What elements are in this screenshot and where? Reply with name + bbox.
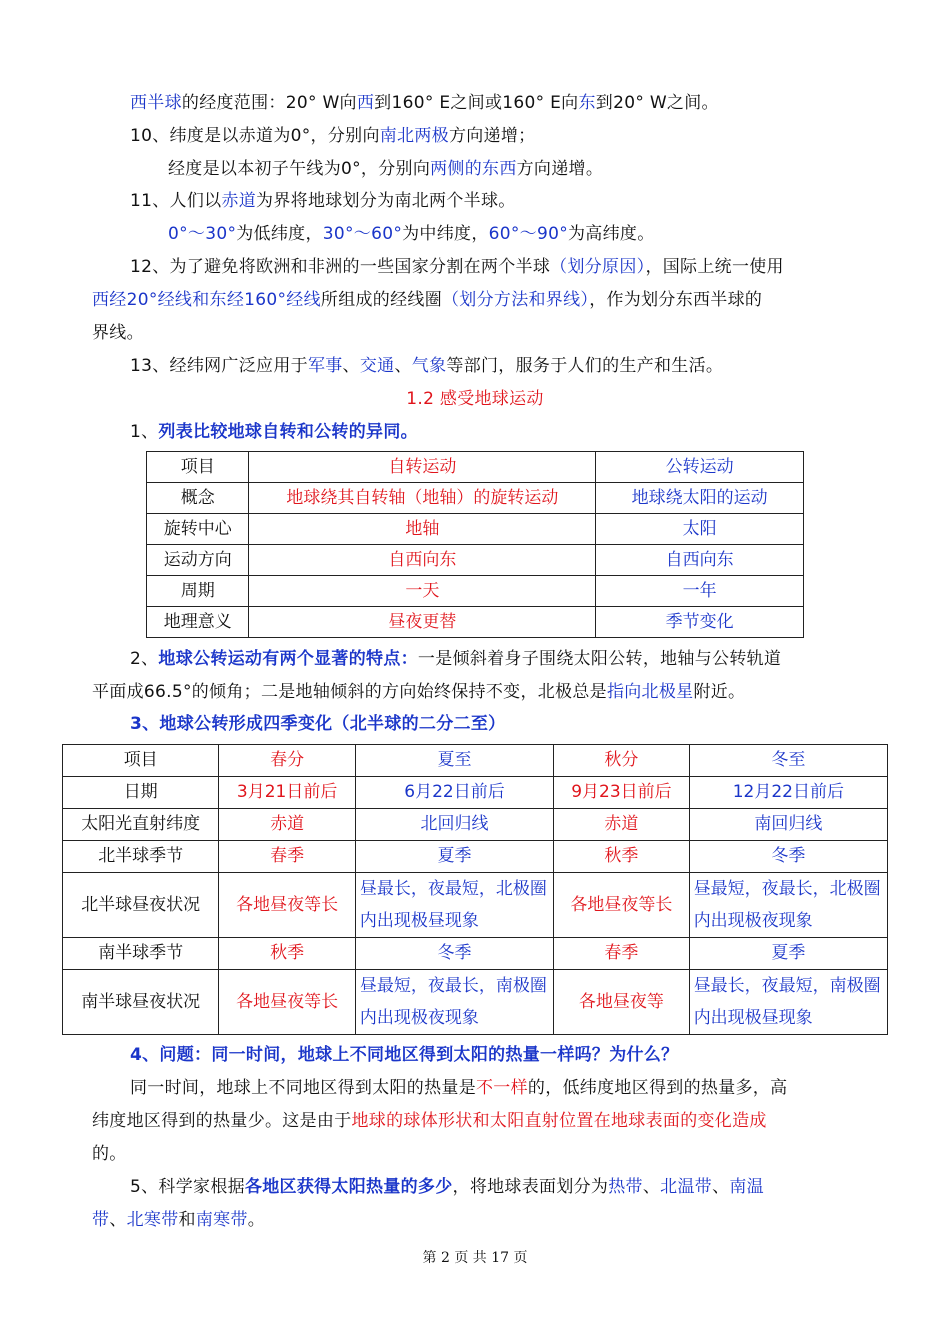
table-row xyxy=(147,576,804,607)
text-span: 4、问题：同一时间，地球上不同地区得到太阳的热量一样吗？为什么？ xyxy=(130,1045,679,1065)
line-item-13 xyxy=(130,354,723,378)
footer-text: 第 xyxy=(422,1250,437,1266)
footer-text: 页 xyxy=(513,1250,528,1266)
table-cell: 各地昼夜等长 xyxy=(219,873,356,938)
page-number: 2 xyxy=(440,1250,450,1266)
table-header: 春分 xyxy=(219,745,356,777)
table-cell: 冬季 xyxy=(689,841,887,873)
line-item-12-end xyxy=(92,321,144,345)
table-cell: 夏季 xyxy=(355,841,553,873)
answer-4-cont xyxy=(92,1109,767,1133)
table-cell: 自西向东 xyxy=(596,545,804,576)
table-cell: 赤道 xyxy=(219,809,356,841)
table-cell: 一年 xyxy=(596,576,804,607)
text-span: 、 xyxy=(109,1210,127,1230)
text-span: 、 xyxy=(712,1177,730,1197)
table-row xyxy=(147,483,804,514)
text-span: 纬度地区得到的热量少。这是由于 xyxy=(92,1111,352,1131)
seasons-table xyxy=(62,744,888,1035)
table-cell: 3月21日前后 xyxy=(219,777,356,809)
table-cell: 各地昼夜等长 xyxy=(554,873,690,938)
table-cell: 12月22日前后 xyxy=(689,777,887,809)
table-cell: 周期 xyxy=(147,576,249,607)
table-row xyxy=(147,607,804,638)
text-span: 11、人们以 xyxy=(130,191,222,211)
text-span: 同一时间，地球上不同地区得到太阳的热量是 xyxy=(130,1078,476,1098)
question-1 xyxy=(130,420,418,444)
text-span: 各地区获得太阳热量的多少 xyxy=(244,1177,453,1197)
table-cell: 季节变化 xyxy=(596,607,804,638)
table-cell: 南半球季节 xyxy=(63,938,219,970)
text-span: 和 xyxy=(178,1210,196,1230)
text-span: 一是倾斜着身子围绕太阳公转，地轴与公转轨道 xyxy=(417,649,782,669)
text-span: 到160° E之间或160° E向 xyxy=(374,93,579,113)
text-span: 为低纬度， xyxy=(236,224,323,244)
table-cell: 各地昼夜等长 xyxy=(219,970,356,1035)
text-span: 的。 xyxy=(92,1144,127,1164)
text-span: 所组成的经线圈 xyxy=(320,290,442,310)
text-span: 12、为了避免将欧洲和非洲的一些国家分割在两个半球 xyxy=(130,257,551,277)
rotation-revolution-table xyxy=(146,451,804,638)
text-span: 2、 xyxy=(130,649,159,669)
line-item-12-cont xyxy=(92,288,762,312)
table-cell: 地球绕其自转轴（地轴）的旋转运动 xyxy=(249,483,596,514)
line-west-hemisphere xyxy=(130,91,719,115)
table-cell: 地轴 xyxy=(249,514,596,545)
text-span: 13、经纬网广泛应用于 xyxy=(130,356,308,376)
table-cell: 北回归线 xyxy=(355,809,553,841)
text-span: 到20° W之间。 xyxy=(595,93,719,113)
table-row xyxy=(63,873,888,938)
text-span: （划分原因） xyxy=(550,257,646,277)
table-cell: 春季 xyxy=(219,841,356,873)
line-latitude-zones xyxy=(168,222,655,246)
table-cell: 9月23日前后 xyxy=(554,777,690,809)
table-row xyxy=(63,777,888,809)
text-span: 列表比较地球自转和公转的异同。 xyxy=(158,422,418,442)
text-span: 5、科学家根据 xyxy=(130,1177,245,1197)
table-row xyxy=(147,452,804,483)
table-cell: 秋季 xyxy=(554,841,690,873)
answer-4-end xyxy=(92,1142,127,1166)
line-item-10 xyxy=(130,124,535,148)
line-item-11 xyxy=(130,189,516,213)
text-span: 60°～90° xyxy=(488,224,568,244)
text-span: 西 xyxy=(356,93,375,113)
text-span: 为中纬度， xyxy=(402,224,489,244)
question-2 xyxy=(130,647,781,671)
table-row xyxy=(63,938,888,970)
text-span: 气象 xyxy=(411,356,447,376)
table-cell: 概念 xyxy=(147,483,249,514)
footer-text: 页 共 xyxy=(454,1250,487,1266)
table-row xyxy=(147,545,804,576)
text-span: 地球公转运动有两个显著的特点： xyxy=(158,649,418,669)
text-span: 军事 xyxy=(307,356,343,376)
question-2-cont xyxy=(92,680,745,704)
text-span: 南寒带 xyxy=(195,1210,248,1230)
text-span: 指向北极星 xyxy=(606,682,694,702)
table-row xyxy=(63,841,888,873)
table-header: 自转运动 xyxy=(249,452,596,483)
text-span: ，将地球表面划分为 xyxy=(452,1177,609,1197)
text-span: 热带 xyxy=(608,1177,643,1197)
page-total: 17 xyxy=(491,1250,510,1266)
table-row xyxy=(63,970,888,1035)
table-row xyxy=(63,745,888,777)
table-cell: 昼最长，夜最短，南极圈内出现极昼现象 xyxy=(689,970,887,1035)
table-cell: 昼夜更替 xyxy=(249,607,596,638)
text-span: 、 xyxy=(394,356,412,376)
table-cell: 北半球季节 xyxy=(63,841,219,873)
table-cell: 南回归线 xyxy=(689,809,887,841)
text-span: 为高纬度。 xyxy=(568,224,655,244)
table-cell: 冬季 xyxy=(355,938,553,970)
table-cell: 旋转中心 xyxy=(147,514,249,545)
table-cell: 一天 xyxy=(249,576,596,607)
text-span: 、 xyxy=(342,356,360,376)
text-span: 附近。 xyxy=(693,682,746,702)
text-span: 为界将地球划分为南北两个半球。 xyxy=(256,191,516,211)
line-item-10-longitude xyxy=(168,157,603,181)
page-footer xyxy=(0,1247,950,1267)
text-span: 1、 xyxy=(130,422,159,442)
table-cell: 日期 xyxy=(63,777,219,809)
question-5 xyxy=(130,1175,764,1199)
table-cell: 赤道 xyxy=(554,809,690,841)
question-4 xyxy=(130,1043,678,1067)
text-span: 的，低纬度地区得到的热量多，高 xyxy=(527,1078,788,1098)
text-span: 、 xyxy=(642,1177,661,1197)
text-span: 经度是以本初子午线为0°，分别向 xyxy=(168,159,431,179)
question-5-cont xyxy=(92,1208,265,1232)
text-span: 带 xyxy=(92,1210,110,1230)
table-header: 项目 xyxy=(147,452,249,483)
text-span: 南北两极 xyxy=(379,126,449,146)
text-span: 南温 xyxy=(729,1177,764,1197)
table-cell: 运动方向 xyxy=(147,545,249,576)
text-span: 地球的球体形状和太阳直射位置在地球表面的变化造成 xyxy=(351,1111,767,1131)
table-cell: 昼最短，夜最长，北极圈内出现极夜现象 xyxy=(689,873,887,938)
text-span: ，作为划分东西半球的 xyxy=(589,290,763,310)
text-span: 的经度范围：20° W向 xyxy=(181,93,357,113)
table-header: 冬至 xyxy=(689,745,887,777)
text-span: 方向递增。 xyxy=(516,159,604,179)
line-item-12 xyxy=(130,255,784,279)
table-cell: 春季 xyxy=(554,938,690,970)
text-span: 等部门，服务于人们的生产和生活。 xyxy=(446,356,724,376)
text-span: 平面成66.5°的倾角；二是地轴倾斜的方向始终保持不变，北极总是 xyxy=(92,682,607,702)
table-header: 秋分 xyxy=(554,745,690,777)
table-header: 夏至 xyxy=(355,745,553,777)
table-cell: 自西向东 xyxy=(249,545,596,576)
text-span: 北温带 xyxy=(660,1177,713,1197)
text-span: 西经20°经线和东经160°经线 xyxy=(92,290,321,310)
table-header: 公转运动 xyxy=(596,452,804,483)
table-cell: 秋季 xyxy=(219,938,356,970)
text-span: 交通 xyxy=(359,356,395,376)
table-cell: 北半球昼夜状况 xyxy=(63,873,219,938)
text-span: 西半球 xyxy=(130,93,182,113)
text-span: 两侧的东西 xyxy=(430,159,517,179)
table-cell: 地理意义 xyxy=(147,607,249,638)
text-span: 界线。 xyxy=(92,323,144,343)
table-cell: 夏季 xyxy=(689,938,887,970)
text-span: 10、纬度是以赤道为0°，分别向 xyxy=(130,126,380,146)
table-cell: 6月22日前后 xyxy=(355,777,553,809)
table-cell: 太阳 xyxy=(596,514,804,545)
table-header: 项目 xyxy=(63,745,219,777)
table-cell: 南半球昼夜状况 xyxy=(63,970,219,1035)
text-span: 。 xyxy=(247,1210,266,1230)
table-row xyxy=(63,809,888,841)
answer-4 xyxy=(130,1076,787,1100)
table-row xyxy=(147,514,804,545)
text-span: 3、地球公转形成四季变化（北半球的二分二至） xyxy=(130,714,506,734)
text-span: 赤道 xyxy=(221,191,257,211)
table-cell: 地球绕太阳的运动 xyxy=(596,483,804,514)
text-span: （划分方法和界线） xyxy=(442,290,590,310)
table-cell: 各地昼夜等 xyxy=(554,970,690,1035)
table-cell: 昼最短，夜最长，南极圈内出现极夜现象 xyxy=(355,970,553,1035)
text-span: 北寒带 xyxy=(126,1210,179,1230)
table-cell: 太阳光直射纬度 xyxy=(63,809,219,841)
table-cell: 昼最长，夜最短，北极圈内出现极昼现象 xyxy=(355,873,553,938)
text-span: 东 xyxy=(578,93,596,113)
text-span: 方向递增； xyxy=(448,126,536,146)
text-span: ，国际上统一使用 xyxy=(645,257,784,277)
text-span: 不一样 xyxy=(476,1078,528,1098)
text-span: 30°～60° xyxy=(322,224,403,244)
text-span: 0°～30° xyxy=(168,224,237,244)
section-title: 1.2 感受地球运动 xyxy=(406,389,544,409)
question-3 xyxy=(130,712,505,736)
